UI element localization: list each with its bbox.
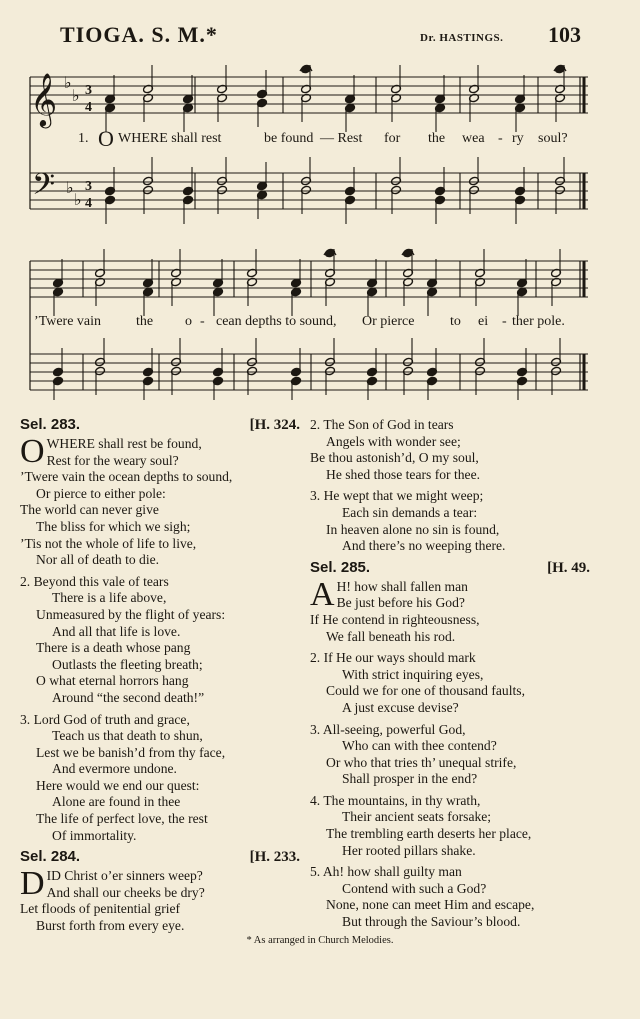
stanza [310,793,590,859]
selection-heading [20,417,300,436]
verse-line: None, none can meet Him and escape, [326,897,535,913]
verse-line: Outlasts the fleeting breath; [52,656,203,672]
verse-line: And all that life is love. [52,623,181,639]
time-signature: 4 [85,196,92,211]
lyric-syllable: the [136,314,154,329]
bass-clef-icon: 𝄢 [32,168,56,208]
verse-line: And shall our cheeks be dry? [46,884,205,900]
lyric-syllable: for [384,131,401,146]
verse-line: The world can never give [20,502,159,518]
verse-line: Alone are found in thee [52,794,181,810]
lyric-syllable: cean depths to sound, [216,314,337,329]
verse-line: 2. Beyond this vale of tears [20,573,169,589]
verse-line: Who can with thee contend? [342,738,497,754]
stanza [20,574,300,707]
verse-line: Of immortality. [52,827,137,843]
selection-number: Sel. 285. [310,558,371,576]
selection-number: Sel. 284. [20,848,81,866]
lyric-syllable: 1. [78,131,89,146]
lyric-syllable: the [428,131,446,146]
verse-line: DID Christ o’er sinners weep? [20,865,203,903]
verse-line: Be just before his God? [336,595,465,611]
verse-line: There is a death whose pang [36,640,191,656]
page-number: 103 [548,22,581,47]
verse-line: 3. All-seeing, powerful God, [310,721,466,737]
stanza [310,575,590,645]
hymnal-reference: [H. 233. [249,849,300,866]
verse-line: And there’s no weeping there. [342,538,506,554]
verse-line: Or pierce to either pole: [36,485,166,501]
verse-line: Burst forth from every eye. [36,918,185,934]
selection-heading [310,560,590,579]
verse-line: Teach us that death to shun, [52,728,203,744]
stanza [310,722,590,788]
verse-line: 3. Lord God of truth and grace, [20,711,190,727]
verse-line: Rest for the weary soul? [46,452,179,468]
verse-line: He shed those tears for thee. [326,466,481,482]
hymnal-reference: [H. 324. [249,417,300,433]
verse-line: Be thou astonish’d, O my soul, [310,450,479,466]
stanza [310,650,590,716]
verse-line: The trembling earth deserts her place, [326,826,532,842]
drop-cap: D [20,865,45,903]
lyric-syllable: soul? [538,131,568,146]
flat-sign: ♭ [74,192,82,209]
verse-line: The life of perfect love, the rest [36,811,208,827]
verse-line: There is a life above, [52,590,167,606]
lyric-syllable: - [502,314,507,329]
verse-line: Unmeasured by the flight of years: [36,606,226,622]
stanza [310,488,590,554]
verse-line: O what eternal horrors hang [36,673,189,689]
lyric-syllable: ’Twere vain [34,314,102,329]
verse-line: Could we for one of thousand faults, [326,683,525,699]
verse-line: 2. The Son of God in tears [310,417,454,432]
lyric-syllable: o [185,314,192,329]
verse-line: Contend with such a God? [342,880,487,896]
composer: Dr. HASTINGS. [420,32,504,44]
verse-line: In heaven alone no sin is found, [326,521,500,537]
lyric-syllable: WHERE shall rest [118,131,222,146]
drop-cap: O [20,433,45,470]
verse-line: 2. If He our ways should mark [310,650,476,666]
verse-line: 4. The mountains, in thy wrath, [310,792,481,808]
verse-line: If He contend in righteousness, [310,611,480,627]
time-signature: 3 [85,179,92,194]
verse-line: The bliss for which we sigh; [36,518,191,534]
lyric-syllable: — Rest [320,131,363,146]
lyric-syllable: Or pierce [362,314,415,329]
verse-line: And evermore undone. [52,761,177,777]
flat-sign: ♭ [64,75,72,92]
verse-line: A H! how shall fallen man [310,575,468,613]
verse-line: Nor all of death to die. [36,552,160,568]
time-signature: 4 [85,100,92,115]
verse-line: Angels with wonder see; [326,433,461,449]
verse-line: ’Twere vain the ocean depths to sound, [20,469,233,485]
flat-sign: ♭ [72,88,80,105]
lyric-syllable: be found [264,131,314,146]
verse-line: Here would we end our quest: [36,777,200,793]
verse-line: Her rooted pillars shake. [342,842,476,858]
time-signature: 3 [85,83,92,98]
flat-sign: ♭ [66,180,74,197]
verse-line: We fall beneath his rod. [326,628,456,644]
lyric-syllable: to [450,314,461,329]
verse-line: OWHERE shall rest be found, [20,433,202,470]
verse-line: But through the Saviour’s blood. [342,914,521,930]
verse-line: Shall prosper in the end? [342,771,478,787]
verse-line: With strict inquiring eyes, [342,666,484,682]
footnote: * As arranged in Church Melodies. [246,935,394,946]
verse-line: Around “the second death!” [52,689,205,705]
verse-line: Their ancient seats forsake; [342,809,492,825]
lyric-syllable: ther pole. [512,314,565,329]
stanza [20,712,300,845]
drop-cap: A [310,575,335,613]
music-score [0,0,640,400]
treble-clef-icon: 𝄞 [30,74,58,125]
lyric-syllable: - [498,131,503,146]
verse-line: 5. Ah! how shall guilty man [310,864,462,880]
hymnal-reference: [H. 49. [547,559,590,576]
lyric-syllable: ei [478,314,489,329]
stanza [20,865,300,934]
stanza [310,417,590,483]
verse-line: Or who that tries th’ unequal strife, [326,754,517,770]
hymn-title: TIOGA. S. M.* [60,22,218,47]
stanza [310,864,590,930]
verse-line: A just excuse devise? [342,699,459,715]
lyric-syllable: - [200,314,205,329]
verse-line: Lest we be banish’d from thy face, [36,744,226,760]
right-column [310,417,590,936]
verse-line: Let floods of penitential grief [20,901,181,917]
lyric-syllable: wea [462,131,485,146]
selection-heading [20,849,300,868]
stanza [20,433,300,569]
verse-line: ’Tis not the whole of life to live, [20,535,197,551]
lyric-syllable: O [98,126,114,151]
verse-line: Each sin demands a tear: [342,504,478,520]
selection-number: Sel. 283. [20,416,81,433]
verse-line: 3. He wept that we might weep; [310,488,484,504]
left-column [20,417,300,940]
lyric-syllable: ry [512,131,524,146]
